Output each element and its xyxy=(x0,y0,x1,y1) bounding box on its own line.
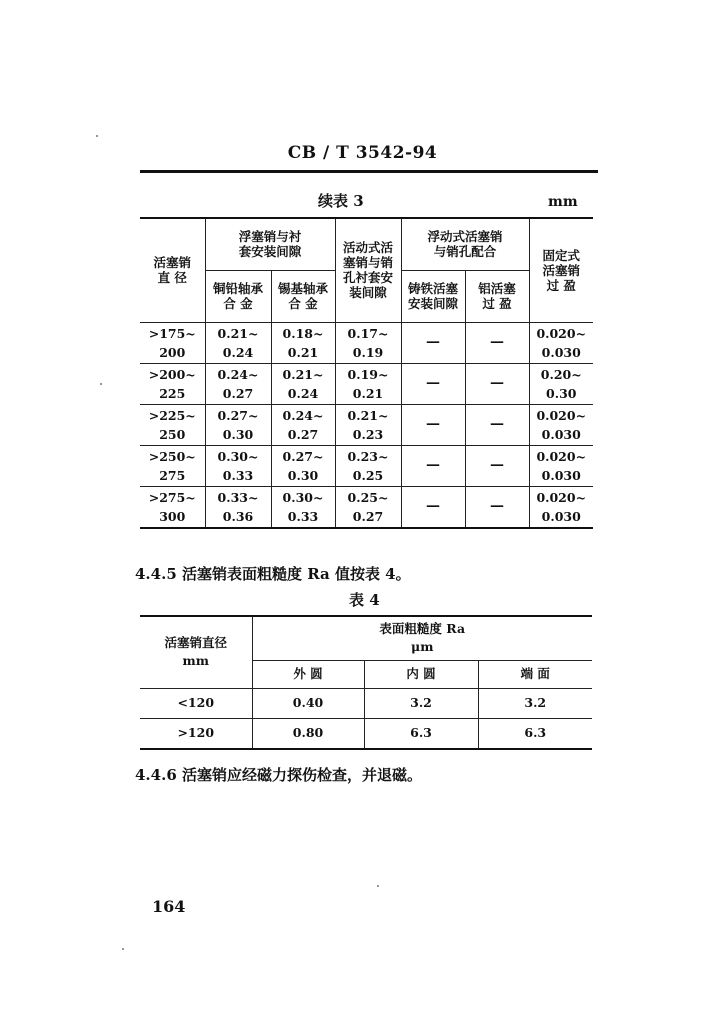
cell-diameter: <120 xyxy=(140,688,252,718)
cell-cast-iron: — xyxy=(401,322,465,363)
table-row xyxy=(140,404,593,445)
header-diameter-mm: 活塞销直径 mm xyxy=(140,616,252,688)
header-aluminum: 铝活塞 过 盈 xyxy=(465,270,529,322)
table3-caption: 续表 3 xyxy=(318,192,364,210)
table3 xyxy=(140,217,593,529)
standard-number-header: CB / T 3542-94 xyxy=(287,143,438,163)
cell-tin: 0.27~ 0.30 xyxy=(271,445,335,486)
cell-active: 0.19~ 0.21 xyxy=(335,363,401,404)
cell-fixed: 0.020~ 0.030 xyxy=(529,486,593,528)
section-4-4-6: 4.4.6 活塞销应经磁力探伤检查，并退磁。 xyxy=(135,766,422,784)
header-roughness: 表面粗糙度 Ra μm xyxy=(252,616,592,660)
cell-tin: 0.24~ 0.27 xyxy=(271,404,335,445)
header-outer: 外 圆 xyxy=(252,660,364,688)
table-row xyxy=(140,322,593,363)
header-active-clearance: 活动式活 塞销与销 孔衬套安 装间隙 xyxy=(335,218,401,322)
cell-active: 0.23~ 0.25 xyxy=(335,445,401,486)
cell-cast-iron: — xyxy=(401,404,465,445)
cell-copper: 0.27~ 0.30 xyxy=(205,404,271,445)
scan-speck xyxy=(96,135,98,137)
header-copper-lead: 铜铅轴承 合 金 xyxy=(205,270,271,322)
header-rule xyxy=(140,170,598,173)
cell-aluminum: — xyxy=(465,445,529,486)
cell-outer: 0.80 xyxy=(252,718,364,749)
cell-active: 0.25~ 0.27 xyxy=(335,486,401,528)
cell-fixed: 0.20~ 0.30 xyxy=(529,363,593,404)
cell-diameter: >275~ 300 xyxy=(140,486,205,528)
table-row xyxy=(140,718,592,749)
cell-tin: 0.18~ 0.21 xyxy=(271,322,335,363)
cell-aluminum: — xyxy=(465,404,529,445)
cell-diameter: >250~ 275 xyxy=(140,445,205,486)
table-row xyxy=(140,486,593,528)
cell-copper: 0.21~ 0.24 xyxy=(205,322,271,363)
cell-fixed: 0.020~ 0.030 xyxy=(529,445,593,486)
header-end-face: 端 面 xyxy=(478,660,592,688)
cell-aluminum: — xyxy=(465,322,529,363)
table3-unit: mm xyxy=(548,194,578,210)
cell-active: 0.21~ 0.23 xyxy=(335,404,401,445)
cell-diameter: >120 xyxy=(140,718,252,749)
table-row xyxy=(140,688,592,718)
cell-tin: 0.30~ 0.33 xyxy=(271,486,335,528)
table-row xyxy=(140,445,593,486)
table-row xyxy=(140,363,593,404)
cell-inner: 3.2 xyxy=(364,688,478,718)
scan-speck xyxy=(377,885,379,887)
header-float-fit: 浮动式活塞销 与销孔配合 xyxy=(401,218,529,270)
cell-diameter: >225~ 250 xyxy=(140,404,205,445)
header-tin-base: 锡基轴承 合 金 xyxy=(271,270,335,322)
cell-cast-iron: — xyxy=(401,445,465,486)
cell-copper: 0.30~ 0.33 xyxy=(205,445,271,486)
cell-diameter: >200~ 225 xyxy=(140,363,205,404)
scan-speck xyxy=(100,383,102,385)
cell-inner: 6.3 xyxy=(364,718,478,749)
header-cast-iron: 铸铁活塞 安装间隙 xyxy=(401,270,465,322)
cell-fixed: 0.020~ 0.030 xyxy=(529,322,593,363)
scan-speck xyxy=(122,948,124,950)
cell-end: 6.3 xyxy=(478,718,592,749)
cell-diameter: >175~ 200 xyxy=(140,322,205,363)
cell-aluminum: — xyxy=(465,363,529,404)
cell-active: 0.17~ 0.19 xyxy=(335,322,401,363)
header-floating-clearance: 浮塞销与衬 套安装间隙 xyxy=(205,218,335,270)
cell-cast-iron: — xyxy=(401,363,465,404)
section-4-4-5: 4.4.5 活塞销表面粗糙度 Ra 值按表 4。 xyxy=(135,565,411,583)
cell-tin: 0.21~ 0.24 xyxy=(271,363,335,404)
cell-end: 3.2 xyxy=(478,688,592,718)
table4 xyxy=(140,615,592,750)
cell-fixed: 0.020~ 0.030 xyxy=(529,404,593,445)
cell-cast-iron: — xyxy=(401,486,465,528)
header-fixed-interference: 固定式 活塞销 过 盈 xyxy=(529,218,593,322)
table4-caption: 表 4 xyxy=(349,591,380,609)
cell-outer: 0.40 xyxy=(252,688,364,718)
header-diameter: 活塞销 直 径 xyxy=(140,218,205,322)
header-inner: 内 圆 xyxy=(364,660,478,688)
cell-aluminum: — xyxy=(465,486,529,528)
cell-copper: 0.33~ 0.36 xyxy=(205,486,271,528)
cell-copper: 0.24~ 0.27 xyxy=(205,363,271,404)
page-number: 164 xyxy=(152,897,186,916)
